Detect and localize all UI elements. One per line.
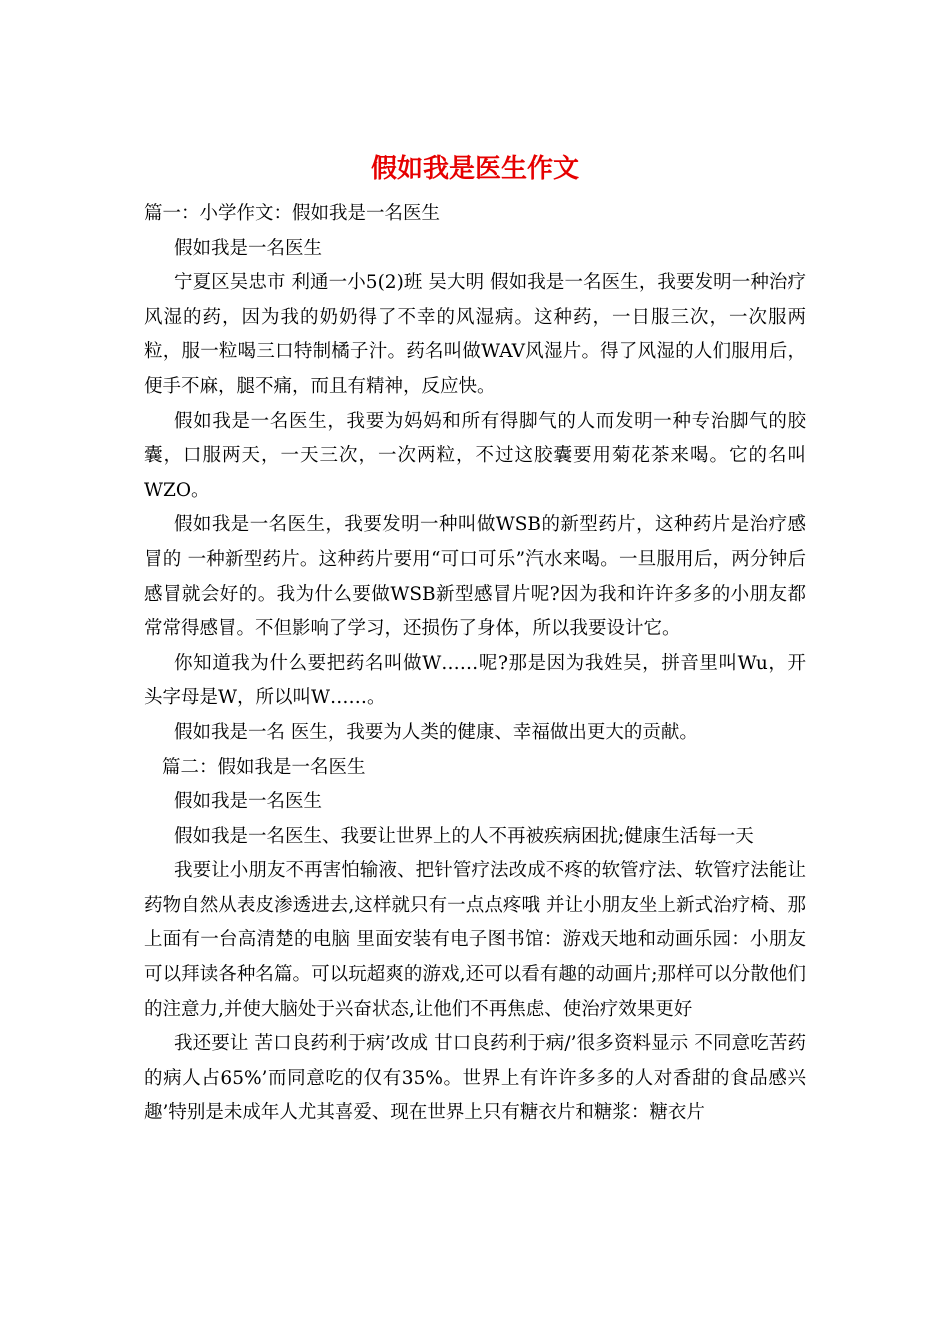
section-heading-1: 篇一：小学作文：假如我是一名医生 [144, 203, 441, 224]
paragraph: 假如我是一名医生，我要发明一种叫做WSB的新型药片，这种药片是治疗感冒的 一种新型药片。这种药片要用“可口可乐”汽水来喝。一旦服用后，两分钟后感冒就会好的。我为什么要做WSB新型感冒片呢?因为我和许许多多的小朋友都常常得感冒。不但影响了学习，还损伤了身体，所以我要设计它。 [144, 514, 806, 640]
section-heading-2: 篇二：假如我是一名医生 [162, 756, 366, 778]
paragraph: 我还要让 苦口良药利于病’改成 甘口良药利于病/’很多资料显示 不同意吃苦药的病人占65%’而同意吃的仅有35%。世界上有许许多多的人对香甜的食品感兴趣’特别是未成年人尤其喜爱、现在世界上只有糖衣片和糖浆：糖衣片 [144, 1033, 806, 1124]
document-body [144, 197, 806, 1131]
paragraph: 假如我是一名医生 [174, 791, 323, 813]
paragraph: 假如我是一名医生，我要为妈妈和所有得脚气的人而发明一种专治脚气的胶囊，口服两天，一天三次，一次两粒，不过这胶囊要用菊花茶来喝。它的名叫WZO。 [144, 410, 806, 501]
paragraph: 假如我是一名医生、我要让世界上的人不再被疾病困扰;健康生活每一天 [174, 825, 754, 847]
paragraph: 我要让小朋友不再害怕输液、把针管疗法改成不疼的软管疗法、软管疗法能让药物自然从表皮渗透进去,这样就只有一点点疼哦 并让小朋友坐上新式治疗椅、那上面有一台高清楚的电脑 里面安装有电子图书馆：游戏天地和动画乐园：小朋友可以拜读各种名篇。可以玩超爽的游戏,还可以看有趣的动画片;那样可以分散他们的注意力,并使大脑处于兴奋状态,让他们不再焦虑、使治疗效果更好 [144, 860, 806, 1020]
paragraph: 假如我是一名 医生，我要为人类的健康、幸福做出更大的贡献。 [174, 721, 698, 743]
paragraph: 你知道我为什么要把药名叫做W……呢?那是因为我姓吴，拼音里叫Wu，开头字母是W，所以叫W……。 [144, 652, 806, 709]
paragraph: 宁夏区吴忠市 利通一小5(2)班 吴大明 假如我是一名医生，我要发明一种治疗风湿的药，因为我的奶奶得了不幸的风湿病。这种药，一日服三次，一次服两粒，服一粒喝三口特制橘子汁。药名叫做WAV风湿片。得了风湿的人们服用后，便手不麻，腿不痛，而且有精神，反应快。 [144, 272, 806, 397]
paragraph: 假如我是一名医生 [174, 237, 323, 259]
document-title: 假如我是医生作文 [370, 154, 579, 184]
